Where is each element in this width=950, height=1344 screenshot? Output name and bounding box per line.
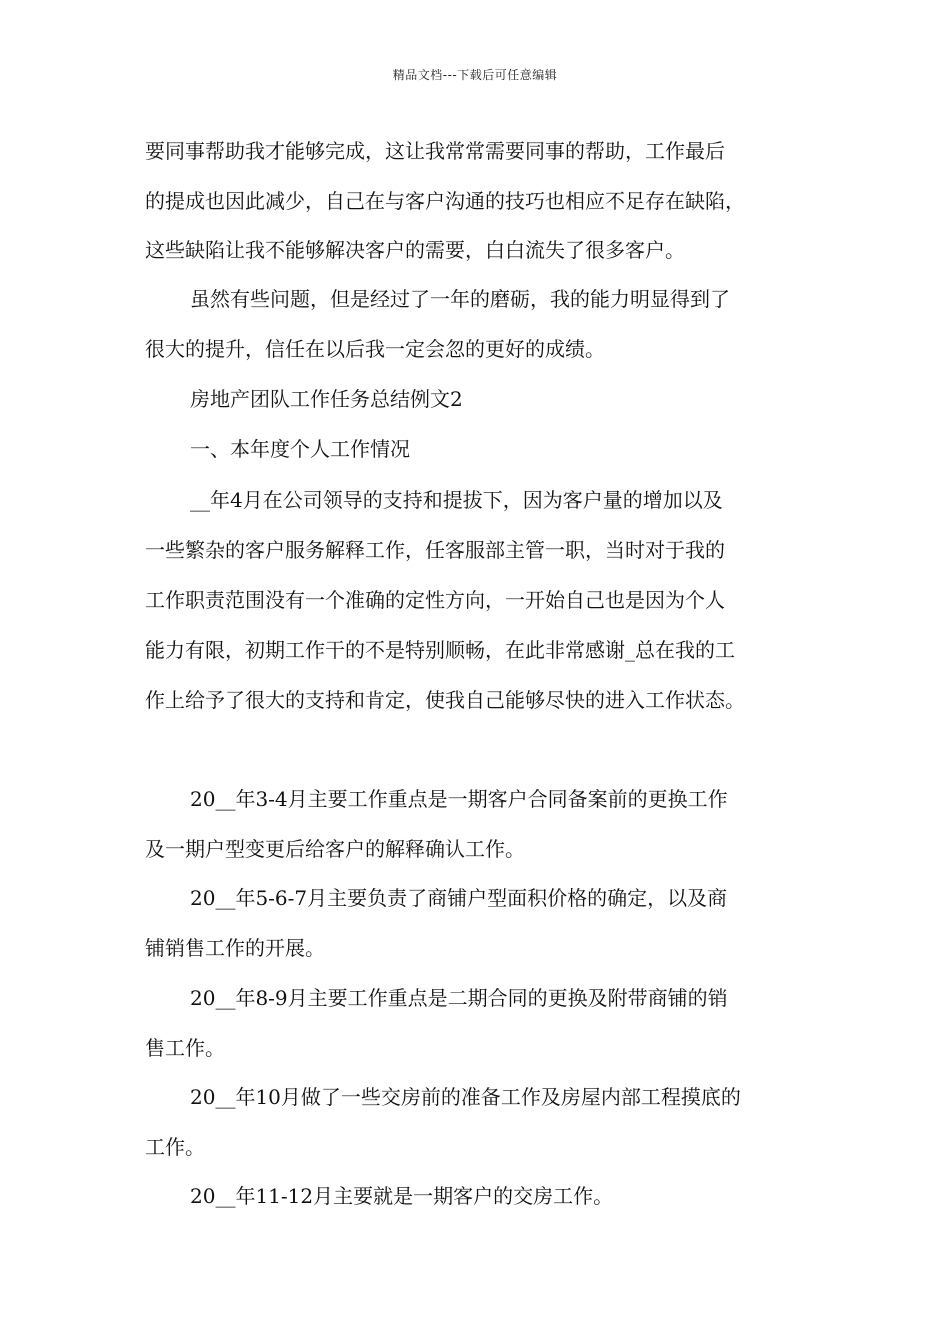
text-line: 一些繁杂的客户服务解释工作，任客服部主管一职，当时对于我的 bbox=[145, 538, 725, 562]
text-line: 20__年10月做了一些交房前的准备工作及房屋内部工程摸底的 bbox=[190, 1085, 741, 1109]
text-line: 20__年11-12月主要就是一期客户的交房工作。 bbox=[190, 1184, 614, 1208]
text-line: 工作职责范围没有一个准确的定性方向，一开始自己也是因为个人 bbox=[145, 588, 725, 612]
text-line: 这些缺陷让我不能够解决客户的需要，白白流失了很多客户。 bbox=[145, 238, 685, 262]
text-line: 20__年5-6-7月主要负责了商铺户型面积价格的确定，以及商 bbox=[190, 886, 728, 910]
text-line: 虽然有些问题，但是经过了一年的磨砺，我的能力明显得到了 bbox=[190, 287, 730, 311]
text-line: 及一期户型变更后给客户的解释确认工作。 bbox=[145, 837, 525, 861]
subsection-heading: 一、本年度个人工作情况 bbox=[190, 437, 410, 461]
text-line: 售工作。 bbox=[145, 1036, 225, 1060]
text-line: 铺销售工作的开展。 bbox=[145, 936, 325, 960]
text-line: 工作。 bbox=[145, 1135, 205, 1159]
text-line: 很大的提升，信任在以后我一定会忽的更好的成绩。 bbox=[145, 337, 605, 361]
text-line: 20__年3-4月主要工作重点是一期客户合同备案前的更换工作 bbox=[190, 787, 728, 811]
page-header: 精品文档---下载后可任意编辑 bbox=[392, 68, 558, 82]
text-line: 要同事帮助我才能够完成，这让我常常需要同事的帮助，工作最后 bbox=[145, 139, 725, 163]
text-line: 的提成也因此减少，自己在与客户沟通的技巧也相应不足存在缺陷， bbox=[145, 189, 745, 213]
text-line: 能力有限，初期工作干的不是特别顺畅，在此非常感谢_总在我的工 bbox=[145, 638, 735, 662]
section-heading: 房地产团队工作任务总结例文2 bbox=[190, 387, 463, 411]
text-line: __年4月在公司领导的支持和提拔下，因为客户量的增加以及 bbox=[190, 488, 723, 512]
text-line: 作上给予了很大的支持和肯定，使我自己能够尽快的进入工作状态。 bbox=[145, 688, 745, 712]
text-line: 20__年8-9月主要工作重点是二期合同的更换及附带商铺的销 bbox=[190, 986, 728, 1010]
